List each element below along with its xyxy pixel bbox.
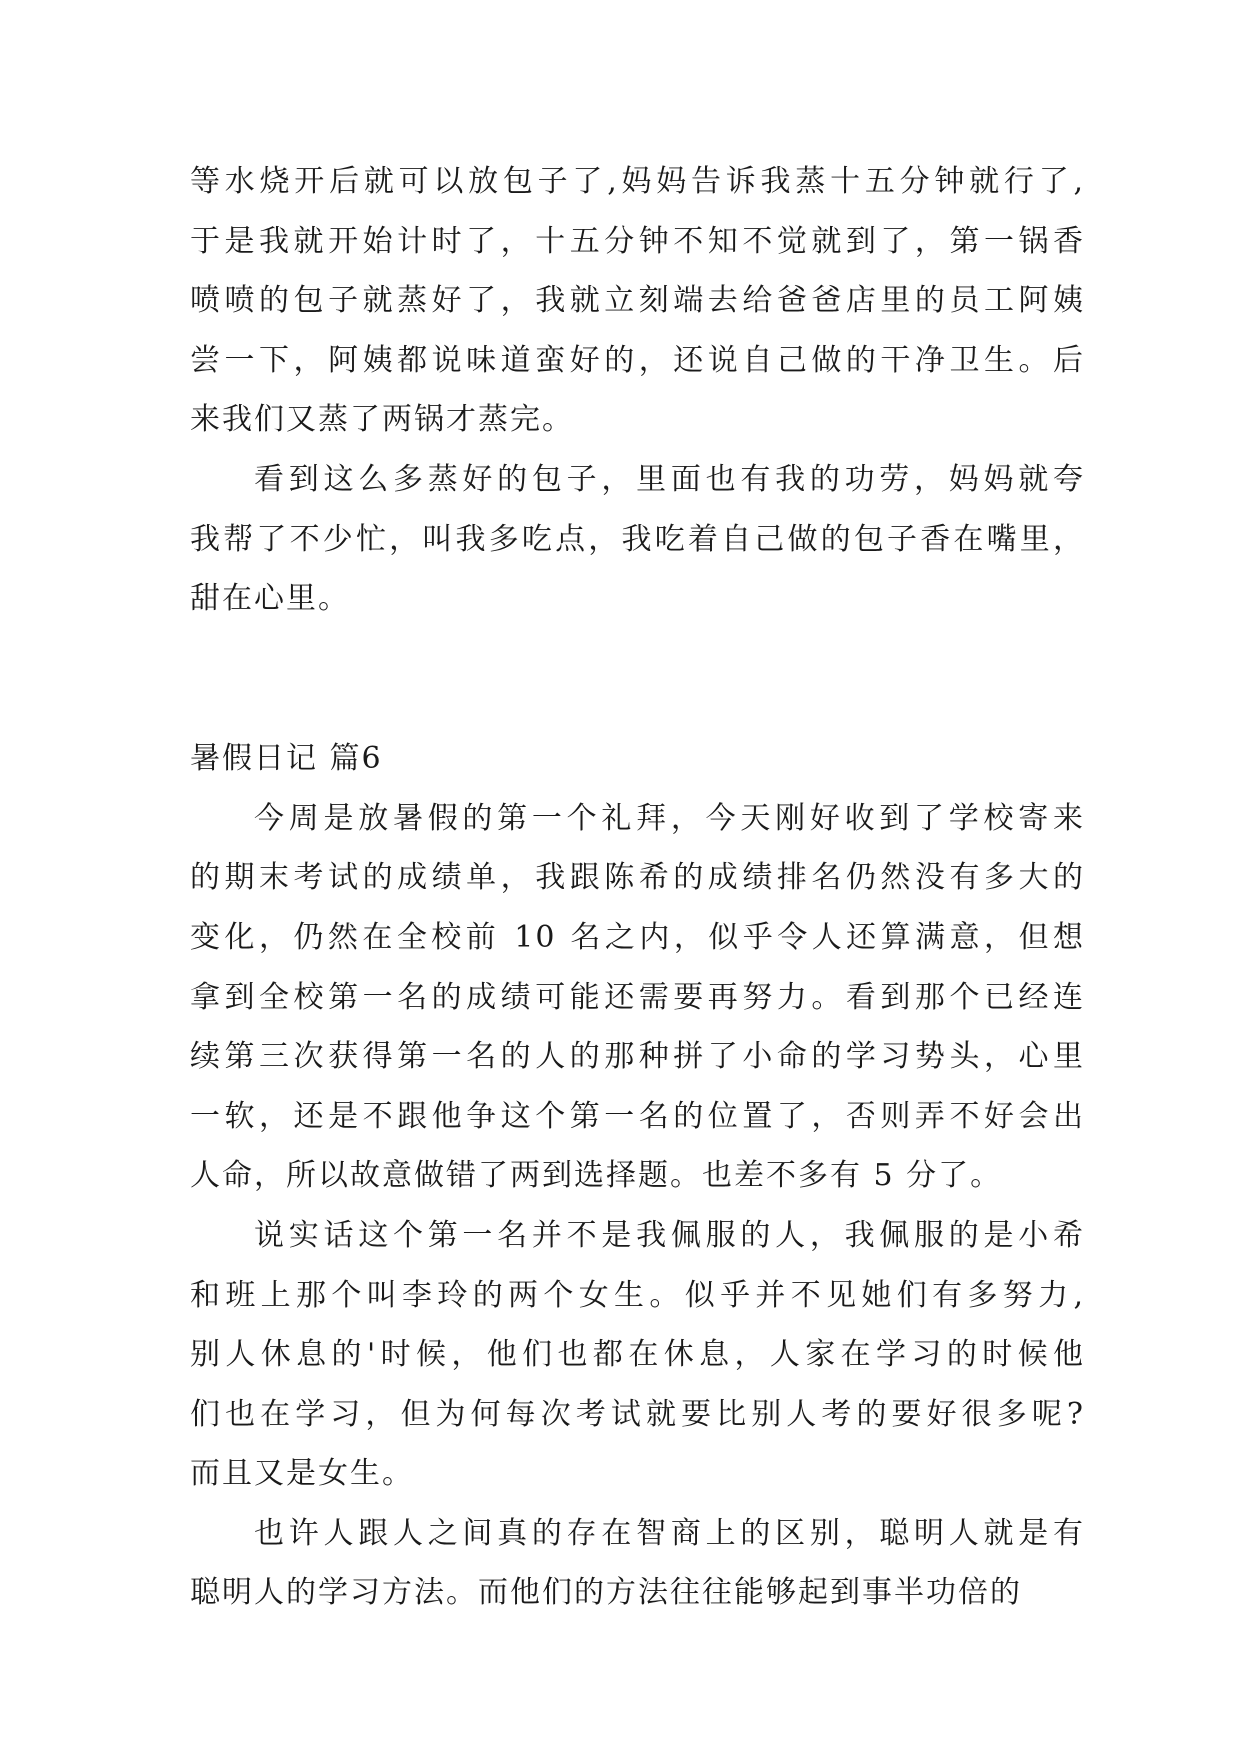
text-line: 说实话这个第一名并不是我佩服的人，我佩服的是小希 bbox=[254, 1217, 1085, 1253]
text-line: 拿到全校第一名的成绩可能还需要再努力。看到那个已经连 bbox=[190, 979, 1085, 1015]
text-line: 一软，还是不跟他争这个第一名的位置了，否则弄不好会出 bbox=[190, 1098, 1085, 1134]
text-line: 喷喷的包子就蒸好了，我就立刻端去给爸爸店里的员工阿姨 bbox=[190, 283, 1085, 319]
paragraph-report-card bbox=[190, 799, 1085, 1197]
text-line: 续第三次获得第一名的人的那种拼了小命的学习势头，心里 bbox=[190, 1039, 1085, 1075]
section-heading: 暑假日记 篇6 bbox=[190, 741, 383, 777]
text-line: 变化，仍然在全校前 10 名之内，似乎令人还算满意，但想 bbox=[190, 919, 1085, 955]
text-line: 们也在学习，但为何每次考试就要比别人考的要好很多呢? bbox=[190, 1396, 1085, 1432]
text-line: 而且又是女生。 bbox=[190, 1456, 414, 1492]
paragraph-praise bbox=[190, 460, 1085, 619]
text-line: 今周是放暑假的第一个礼拜，今天刚好收到了学校寄来 bbox=[254, 800, 1085, 836]
text-line: 我帮了不少忙，叫我多吃点，我吃着自己做的包子香在嘴里， bbox=[190, 521, 1085, 557]
text-line: 看到这么多蒸好的包子，里面也有我的功劳，妈妈就夸 bbox=[254, 461, 1085, 497]
text-line: 甜在心里。 bbox=[190, 581, 350, 617]
text-line: 聪明人的学习方法。而他们的方法往往能够起到事半功倍的 bbox=[190, 1575, 1022, 1611]
text-line: 于是我就开始计时了，十五分钟不知不觉就到了，第一锅香 bbox=[190, 223, 1085, 259]
text-line: 别人休息的'时候，他们也都在休息，人家在学习的时候他 bbox=[190, 1337, 1085, 1373]
paragraph-intelligence bbox=[190, 1514, 1085, 1614]
text-line: 尝一下，阿姨都说味道蛮好的，还说自己做的干净卫生。后 bbox=[190, 342, 1085, 378]
paragraph-admiration bbox=[190, 1216, 1085, 1494]
text-line: 人命，所以故意做错了两到选择题。也差不多有 5 分了。 bbox=[190, 1158, 1003, 1194]
document-body bbox=[190, 162, 1085, 1633]
text-line: 等水烧开后就可以放包子了,妈妈告诉我蒸十五分钟就行了, bbox=[190, 164, 1085, 199]
paragraph-making-buns-end bbox=[190, 162, 1085, 440]
text-line: 来我们又蒸了两锅才蒸完。 bbox=[190, 402, 574, 438]
text-line: 的期末考试的成绩单，我跟陈希的成绩排名仍然没有多大的 bbox=[190, 860, 1085, 896]
text-line: 和班上那个叫李玲的两个女生。似乎并不见她们有多努力, bbox=[190, 1277, 1085, 1313]
text-line: 也许人跟人之间真的存在智商上的区别，聪明人就是有 bbox=[254, 1515, 1085, 1551]
